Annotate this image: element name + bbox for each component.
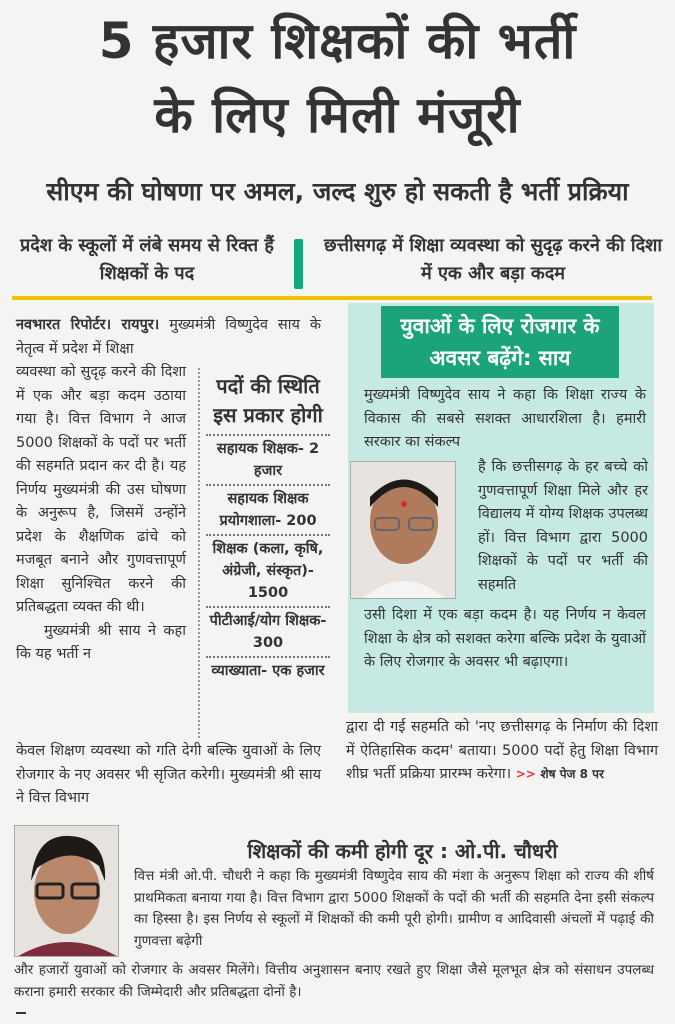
continue-arrow-icon: >> [515,767,536,781]
fm-story-text-bottom: और हजारों युवाओं को रोजगार के अवसर मिलेंगे। वित्तीय अनुशासन बनाए रखते हुए शिक्षा जैसे मूलभूत क्षेत्र को संसाधन उपलब्ध कराना हमारी सरकार की जिम्मेदारी और प्रतिबद्धता दोनों है। [14,962,654,1000]
main-story-para1: व्यवस्था को सुदृढ़ करने की दिशा में एक और बड़ा कदम उठाया गया है। वित्त विभाग ने आज 5000 शिक्षकों के पदों पर भर्ती की सहमति प्रदान कर दी है। यह निर्णय मुख्यमंत्री की उस घोषणा के अनुरूप है, जिसमें उन्होंने प्रदेश के शैक्षणिक ढांचे को मजबूत बनाने और गुणवत्तापूर्ण शिक्षा सुनिश्चित करने की प्रतिबद्धता व्यक्त की थी। [16,364,186,615]
fm-story-title: शिक्षकों की कमी होगी दूर : ओ.पी. चौधरी [247,839,558,863]
yellow-divider-rule [12,296,652,300]
fm-story-text-bottom-wrap [14,960,654,1003]
posts-sidebar-title: पदों की स्थिति इस प्रकार होगी [213,374,323,427]
main-story-para2-continued: केवल शिक्षण व्यवस्था को गति देगी बल्कि युवाओं के लिए रोजगार के नए अवसर भी सृजित करेगी। मुख्यमंत्री श्री साय ने वित्त विभाग [16,743,321,806]
portrait-placeholder-icon [351,462,456,599]
posts-item: सहायक शिक्षक प्रयोगशाला- 200 [206,484,330,534]
cm-quote-title: युवाओं के लिए रोजगार के अवसर बढ़ेंगे: साय [381,306,619,378]
deck-divider-bar [294,239,303,289]
main-story-para2-start: मुख्यमंत्री श्री साय ने कहा कि यह भर्ती न [16,622,186,662]
headline-line-1: 5 हजार शिक्षकों की भर्ती [98,12,577,70]
main-story-para1-top: मुख्यमंत्री विष्णुदेव साय के नेतृत्व में प्रदेश में शिक्षा [16,317,322,357]
headline-line-2: के लिए मिली मंजूरी [154,86,521,144]
subheadline: सीएम की घोषणा पर अमल, जल्द शुरु हो सकती है भर्ती प्रक्रिया [46,177,629,206]
cm-quote-text-bottom: उसी दिशा में एक बड़ा कदम है। यह निर्णय न केवल शिक्षा के क्षेत्र को सशक्त करेगा बल्कि प्रदेश के युवाओं के लिए रोजगार के अवसर भी बढ़ाएगा। [364,607,646,670]
main-story-continued-text: द्वारा दी गई सहमति को 'नए छत्तीसगढ़ के निर्माण की दिशा में ऐतिहासिक कदम' बताया। 5000 पदों हेतु शिक्षा विभाग शीघ्र भर्ती प्रक्रिया प्रारम्भ करेगा। [346,719,658,782]
posts-item: पीटीआई/योग शिक्षक- 300 [206,606,330,656]
posts-item: शिक्षक (कला, कृषि, अंग्रेजी, संस्कृत)- 1500 [206,534,330,606]
cm-portrait-photo [350,461,456,599]
main-story-continued-right [346,716,658,787]
cm-quote-text-right: है कि छत्तीसगढ़ के हर बच्चे को गुणवत्तापूर्ण शिक्षा मिले और हर विद्यालय में योग्य शिक्षक उपलब्ध हों। वित्त विभाग द्वारा 5000 शिक्षकों के पदों पर भर्ती की सहमति [478,459,648,593]
deck-left: प्रदेश के स्कूलों में लंबे समय से रिक्त हैं शिक्षकों के पद [20,235,274,284]
fm-portrait-photo [14,825,119,957]
cm-quote-text-top: मुख्यमंत्री विष्णुदेव साय ने कहा कि शिक्षा राज्य के विकास की सबसे सशक्त आधारशिला है। हमारी सरकार का संकल्प [364,387,646,450]
fm-story-text-top: वित्त मंत्री ओ.पी. चौधरी ने कहा कि मुख्यमंत्री विष्णुदेव साय की मंशा के अनुरूप शिक्षा को राज्य की शीर्ष प्राथमिकता बनाया गया है। वित्त विभाग द्वारा 5000 शिक्षकों के पदों की भर्ती की सहमति देना इसी संकल्प का हिस्सा है। इस निर्णय से स्कूलों में शिक्षकों की कमी पूरी होगी। ग्रामीण व आदिवासी अंचलों में पढ़ाई की गुणवत्ता बढ़ेगी [134,868,654,949]
posts-item: व्याख्याता- एक हजार [206,656,330,684]
continued-on-page-link[interactable]: शेष पेज 8 पर [540,767,604,781]
end-of-article-dash [16,1012,26,1014]
posts-item: सहायक शिक्षक- 2 हजार [206,434,330,484]
portrait-placeholder-icon [15,826,119,957]
main-story-narrow-column [16,361,186,667]
deck-right: छत्तीसगढ़ में शिक्षा व्यवस्था को सुदृढ़ करने की दिशा में एक और बड़ा कदम [323,235,663,284]
posts-sidebar [198,368,330,738]
dateline: नवभारत रिपोर्टर। रायपुर। [16,317,160,333]
main-story-intro [16,314,321,361]
fm-story-text-top-wrap [134,866,654,952]
